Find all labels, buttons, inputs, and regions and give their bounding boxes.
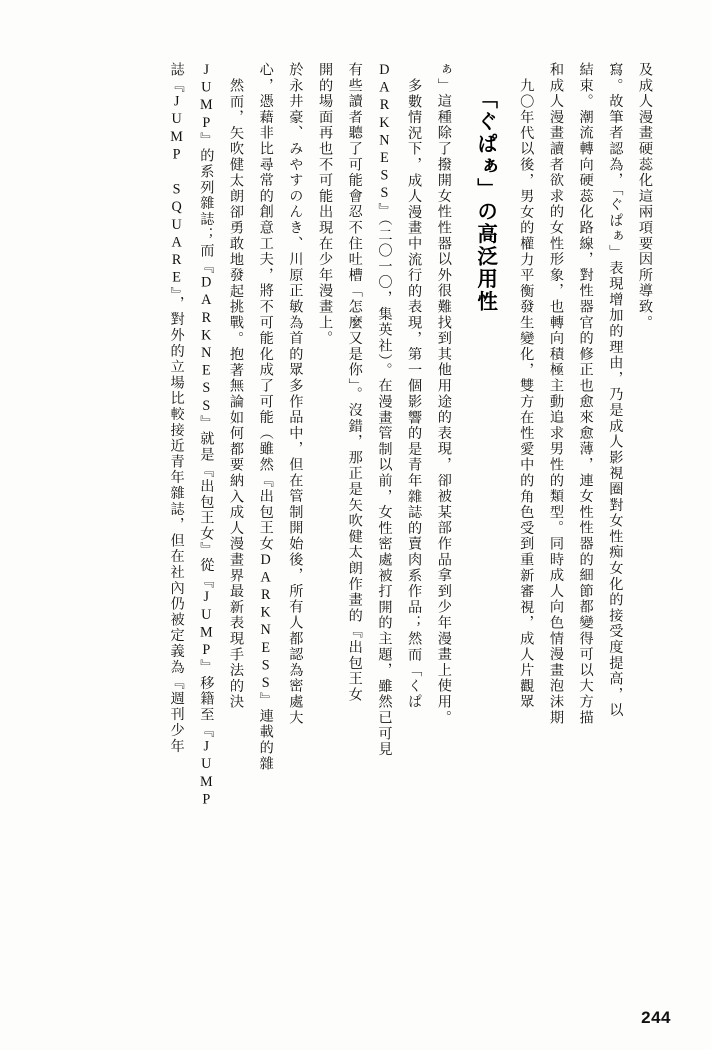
page-number: 244 xyxy=(641,1008,671,1027)
text-column: 然而，矢吹健太朗卻勇敢地發起挑戰。抱著無論如何都要納入成人漫畫界最新表現手法的決 xyxy=(228,78,244,710)
text-column: 誌『JUMP SQUARE』，對外的立場比較接近青年雜誌，但在社內仍被定義為『週刊少年 xyxy=(168,62,185,755)
text-column: ぁ」這種除了撥開女性性器以外很難找到其他用途的表現，卻被某部作品拿到少年漫畫上使用。 xyxy=(435,62,452,726)
text-column: 及成人漫畫硬蕊化這兩項要因所導致。 xyxy=(637,62,653,331)
text-column: DARKNESS』（二〇一〇，集英社）。在漫畫管制以前，女性密處被打開的主題，雖然已可見 xyxy=(376,62,393,758)
text-column: 開的場面再也不可能出現在少年漫畫上。 xyxy=(317,62,334,347)
text-column: 寫。故筆者認為，「ぐぱぁ」表現增加的理由，乃是成人影視圈對女性痴女化的接受度提高，以 xyxy=(607,62,624,719)
text-column: JUMP』的系列雜誌；而『DARKNESS』就是『出包王女』從『JUMP』移籍至『JUMP xyxy=(198,62,215,809)
section-heading: 「ぐぱぁ」の高泛用性 xyxy=(473,88,496,313)
text-column: 多數情況下，成人漫畫中流行的表現，第一個影響的是青年雜誌的賣肉系作品；然而「くぱ xyxy=(406,78,423,710)
text-column: 心，憑藉非比尋常的創意工夫，將不可能化成了可能（雖然『出包王女DARKNESS』連載的雜 xyxy=(257,62,274,772)
text-column: 結束。潮流轉向硬蕊化路線，對性器官的修正也愈來愈薄，連女性性器的細節都變得可以大方描 xyxy=(577,62,594,726)
text-column: 九〇年代以後，男女的權力平衡發生變化，雙方在性愛中的角色受到重新審視，成人片觀眾 xyxy=(518,78,535,710)
vertical-text-body xyxy=(70,62,659,980)
text-column: 有些讀者聽了可能會忍不住吐槽「怎麼又是你」。沒錯，那正是矢吹健太朗作畫的『出包王女 xyxy=(346,62,363,703)
text-column: 於永井豪、みやすのんき、川原正敏為首的眾多作品中，但在管制開始後，所有人都認為密處大 xyxy=(287,62,304,726)
text-column: 和成人漫畫讀者欲求的女性形象，也轉向積極主動追求男性的類型。同時成人向色情漫畫泡沫期 xyxy=(547,62,564,726)
